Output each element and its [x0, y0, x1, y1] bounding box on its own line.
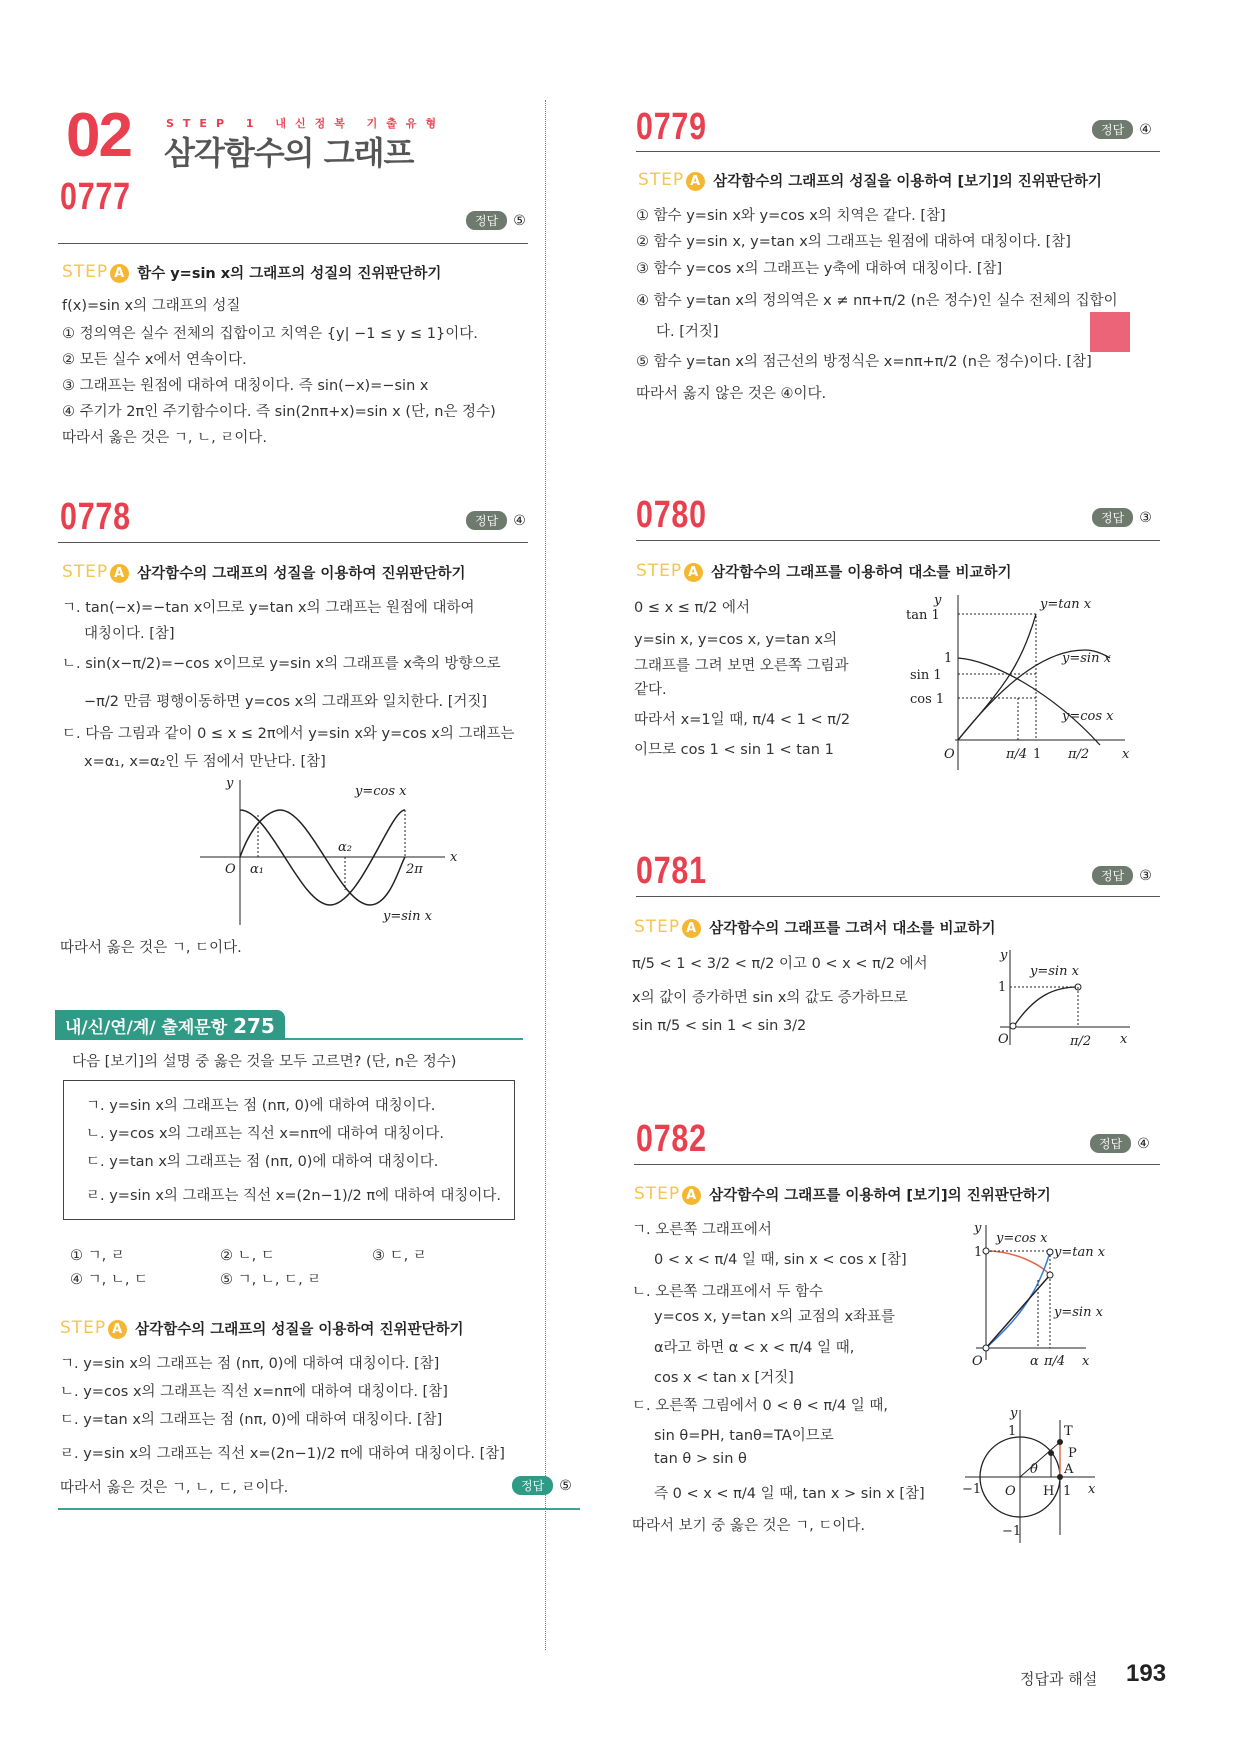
sin-curve-label: y=sin x — [1062, 651, 1111, 666]
sin-cos-graph — [200, 775, 460, 925]
text-line: 0 < x < π/4 일 때, sin x < cos x [참] — [654, 1252, 907, 1268]
origin-label: O — [998, 1032, 1009, 1047]
p-label: P — [1068, 1446, 1077, 1461]
alpha-label: α — [1030, 1354, 1039, 1369]
choice: ③ ㄷ, ㄹ — [372, 1248, 427, 1264]
text-line: 0 ≤ x ≤ π/2 에서 — [634, 600, 751, 616]
one-label: 1 — [998, 980, 1007, 995]
axis-label: y — [934, 593, 942, 608]
conclusion: 따라서 옳지 않은 것은 ④이다. — [636, 386, 827, 402]
bogi-item: ㄴ. y=cos x의 그래프는 직선 x=nπ에 대하여 대칭이다. — [86, 1126, 444, 1142]
step-heading — [62, 262, 441, 283]
a-label: A — [1064, 1462, 1074, 1477]
question-number: 0777 — [60, 176, 131, 218]
origin-label: O — [225, 862, 236, 877]
section-tab — [1090, 312, 1130, 352]
alpha2-label: α₂ — [338, 840, 352, 855]
tan-curve-label: y=tan x — [1040, 597, 1092, 612]
answer-label: 정답 — [1090, 1134, 1131, 1153]
text-line: ㄹ. y=sin x의 그래프는 직선 x=(2n−1)/2 π에 대하여 대칭이다. [참] — [60, 1446, 505, 1462]
tan1-label: tan 1 — [906, 608, 940, 623]
question-number: 0780 — [636, 494, 707, 536]
alpha1-label: α₁ — [250, 862, 264, 877]
cos-curve-label: y=cos x — [1062, 709, 1114, 724]
answer-badge — [466, 511, 526, 530]
linked-tab-number: 275 — [233, 1014, 275, 1038]
text-line: π/5 < 1 < 3/2 < π/2 이고 0 < x < π/2 에서 — [632, 956, 928, 972]
pi4-label: π/4 — [1006, 747, 1028, 762]
text-line: ㄷ. 다음 그림과 같이 0 ≤ x ≤ 2π에서 y=sin x와 y=cos x의 그래프는 — [62, 726, 515, 742]
text-line: ㄴ. y=cos x의 그래프는 직선 x=nπ에 대하여 대칭이다. [참] — [60, 1384, 448, 1400]
sin-graph — [990, 945, 1140, 1055]
cos-tan-graph — [966, 1220, 1136, 1370]
step-letter-icon: A — [110, 564, 129, 583]
axis-label: y — [1010, 1406, 1018, 1421]
text-line: α라고 하면 α < x < π/4 일 때, — [654, 1340, 855, 1356]
step-text: STEP — [634, 917, 681, 937]
text-line: 다. [거짓] — [656, 324, 719, 340]
step-text: STEP — [634, 1184, 681, 1204]
trig-comparison-graph — [900, 590, 1140, 780]
text-line: sin θ=PH, tanθ=TA이므로 — [654, 1428, 834, 1444]
step-letter-icon: A — [682, 1186, 701, 1205]
answer-value: ④ — [1139, 121, 1152, 138]
step-title: 삼각함수의 그래프를 이용하여 대소를 비교하기 — [711, 565, 1012, 581]
step-heading — [638, 170, 1102, 191]
bogi-item: ㄱ. y=sin x의 그래프는 점 (nπ, 0)에 대하여 대칭이다. — [86, 1098, 436, 1114]
step-text: STEP — [62, 262, 109, 282]
neg-one-x-label: −1 — [962, 1482, 982, 1497]
footer-label: 정답과 해설 — [1020, 1670, 1098, 1688]
answer-value: ④ — [1137, 1135, 1150, 1152]
x-one-label: 1 — [1063, 1484, 1072, 1499]
text-line: ① 함수 y=sin x와 y=cos x의 치역은 같다. [참] — [636, 208, 946, 224]
pi4-label: π/4 — [1044, 1354, 1066, 1369]
answer-value: ⑤ — [559, 1477, 572, 1494]
bogi-item: ㄹ. y=sin x의 그래프는 직선 x=(2n−1)/2 π에 대하여 대칭이다. — [86, 1188, 501, 1204]
answer-value: ③ — [1139, 867, 1152, 884]
step-letter-icon: A — [684, 563, 703, 582]
step-text: STEP — [62, 562, 109, 582]
text-line: ③ 그래프는 원점에 대하여 대칭이다. 즉 sin(−x)=−sin x — [62, 378, 429, 394]
answer-badge — [1092, 120, 1152, 139]
conclusion: 따라서 보기 중 옳은 것은 ㄱ, ㄷ이다. — [632, 1518, 865, 1534]
text-line: 따라서 x=1일 때, π/4 < 1 < π/2 — [634, 712, 851, 728]
text-line: ④ 주기가 2π인 주기함수이다. 즉 sin(2nπ+x)=sin x (단, n은 정수) — [62, 404, 496, 420]
text-line: ⑤ 함수 y=tan x의 점근선의 방정식은 x=nπ+π/2 (n은 정수)이다. [참] — [636, 354, 1092, 370]
origin-label: O — [972, 1354, 983, 1369]
answer-label: 정답 — [1092, 508, 1133, 527]
step-heading — [636, 561, 1012, 582]
choice: ① ㄱ, ㄹ — [70, 1248, 125, 1264]
answer-value: ⑤ — [513, 212, 526, 229]
step-heading — [634, 1184, 1051, 1205]
text-line: ㄴ. 오른쪽 그래프에서 두 함수 — [632, 1284, 824, 1300]
unit-circle-figure — [960, 1405, 1120, 1545]
answer-label: 정답 — [512, 1476, 553, 1495]
step-title: 삼각함수의 그래프의 성질을 이용하여 [보기]의 진위판단하기 — [713, 174, 1102, 190]
step-letter-icon: A — [108, 1320, 127, 1339]
origin-label: O — [1005, 1484, 1016, 1499]
step-heading — [60, 1318, 464, 1339]
text-line: ㄴ. sin(x−π/2)=−cos x이므로 y=sin x의 그래프를 x축의 방향으로 — [62, 656, 501, 672]
text-line: 따라서 옳은 것은 ㄱ, ㄴ, ㄹ이다. — [62, 430, 267, 446]
text-line: ㄱ. tan(−x)=−tan x이므로 y=tan x의 그래프는 원점에 대하여 — [62, 600, 475, 616]
axis-label: y — [974, 1221, 982, 1236]
question-number: 0782 — [636, 1118, 707, 1160]
text-line: 그래프를 그려 보면 오른쪽 그림과 — [634, 658, 849, 674]
step-letter-icon: A — [110, 264, 129, 283]
text-line: tan θ > sin θ — [654, 1451, 747, 1467]
text-line: ② 함수 y=sin x, y=tan x의 그래프는 원점에 대하여 대칭이다. [참] — [636, 234, 1071, 250]
question-number: 0778 — [60, 496, 131, 538]
sin-curve-label: y=sin x — [1054, 1305, 1103, 1320]
sin-curve-label: y=sin x — [383, 909, 432, 924]
answer-badge — [512, 1476, 572, 1495]
step-letter-icon: A — [682, 919, 701, 938]
answer-label: 정답 — [1092, 120, 1133, 139]
text-line: x=α₁, x=α₂인 두 점에서 만난다. [참] — [84, 754, 326, 770]
answer-label: 정답 — [466, 511, 507, 530]
pi2-label: π/2 — [1068, 747, 1090, 762]
text-line: ㄱ. y=sin x의 그래프는 점 (nπ, 0)에 대하여 대칭이다. [참] — [60, 1356, 440, 1372]
step-letter-icon: A — [686, 172, 705, 191]
axis-label: x — [1120, 1032, 1128, 1047]
choice: ④ ㄱ, ㄴ, ㄷ — [70, 1272, 149, 1288]
axis-label: x — [450, 850, 458, 865]
text-line: ㄷ. y=tan x의 그래프는 점 (nπ, 0)에 대하여 대칭이다. [참] — [60, 1412, 443, 1428]
pi2-label: π/2 — [1070, 1034, 1092, 1049]
step-title: 삼각함수의 그래프의 성질을 이용하여 진위판단하기 — [135, 1322, 464, 1338]
step-heading — [62, 562, 466, 583]
one-label: 1 — [944, 651, 953, 666]
text-line: 즉 0 < x < π/4 일 때, tan x > sin x [참] — [654, 1486, 925, 1502]
text-line: ① 정의역은 실수 전체의 집합이고 치역은 {y| −1 ≤ y ≤ 1}이다. — [62, 326, 478, 342]
text-line: y=cos x, y=tan x의 교점의 x좌표를 — [654, 1309, 896, 1325]
text-line: f(x)=sin x의 그래프의 성질 — [62, 298, 241, 314]
cos-curve-label: y=cos x — [996, 1231, 1048, 1246]
step-text: STEP — [636, 561, 683, 581]
answer-label: 정답 — [1092, 866, 1133, 885]
tan-curve-label: y=tan x — [1054, 1245, 1106, 1260]
choice: ② ㄴ, ㄷ — [220, 1248, 275, 1264]
text-line: cos x < tan x [거짓] — [654, 1370, 794, 1386]
sin1-label: sin 1 — [910, 668, 942, 683]
t-label: T — [1064, 1424, 1073, 1439]
linked-problem-header — [55, 1010, 523, 1040]
h-label: H — [1043, 1484, 1055, 1499]
answer-badge — [1092, 866, 1152, 885]
neg-one-label: −1 — [1002, 1524, 1022, 1539]
two-pi-label: 2π — [406, 862, 423, 877]
chapter-number: 02 — [66, 101, 131, 170]
text-line: 이므로 cos 1 < sin 1 < tan 1 — [634, 742, 834, 758]
cos1-label: cos 1 — [910, 692, 945, 707]
step-heading — [634, 917, 996, 938]
linked-question: 다음 [보기]의 설명 중 옳은 것을 모두 고르면? (단, n은 정수) — [72, 1054, 457, 1070]
text-line: ④ 함수 y=tan x의 정의역은 x ≠ nπ+π/2 (n은 정수)인 실수 전체의 집합이 — [636, 293, 1118, 309]
answer-badge — [466, 211, 526, 230]
axis-label: x — [1082, 1354, 1090, 1369]
question-number: 0779 — [636, 106, 707, 148]
text-line: x의 값이 증가하면 sin x의 값도 증가하므로 — [632, 990, 908, 1006]
linked-tab-label: 내/신/연/계/ 출제문항 — [65, 1018, 228, 1038]
answer-badge — [1090, 1134, 1150, 1153]
page-number: 193 — [1126, 1660, 1167, 1687]
answer-value: ③ — [1139, 509, 1152, 526]
sin-curve-label: y=sin x — [1030, 964, 1079, 979]
text-line: ㄷ. 오른쪽 그림에서 0 < θ < π/4 일 때, — [632, 1398, 889, 1414]
one-label: 1 — [1008, 1424, 1017, 1439]
text-line: 같다. — [634, 682, 667, 698]
text-line: 대칭이다. [참] — [84, 626, 175, 642]
cos-curve-label: y=cos x — [355, 784, 407, 799]
text-line: sin π/5 < sin 1 < sin 3/2 — [632, 1018, 807, 1034]
choice: ⑤ ㄱ, ㄴ, ㄷ, ㄹ — [220, 1272, 322, 1288]
question-number: 0781 — [636, 850, 707, 892]
text-line: y=sin x, y=cos x, y=tan x의 — [634, 632, 838, 648]
answer-badge — [1092, 508, 1152, 527]
text-line: ㄱ. 오른쪽 그래프에서 — [632, 1222, 772, 1238]
axis-label: x — [1122, 747, 1130, 762]
step-title: 함수 y=sin x의 그래프의 성질의 진위판단하기 — [137, 266, 442, 282]
answer-label: 정답 — [466, 211, 507, 230]
conclusion: 따라서 옳은 것은 ㄱ, ㄷ이다. — [60, 940, 242, 956]
conclusion: 따라서 옳은 것은 ㄱ, ㄴ, ㄷ, ㄹ이다. — [60, 1480, 289, 1496]
column-divider — [545, 100, 546, 1650]
step-title: 삼각함수의 그래프를 이용하여 [보기]의 진위판단하기 — [709, 1188, 1051, 1204]
chapter-title: 삼각함수의 그래프 — [164, 134, 414, 172]
step-title: 삼각함수의 그래프를 그려서 대소를 비교하기 — [709, 921, 996, 937]
text-line: ② 모든 실수 x에서 연속이다. — [62, 352, 247, 368]
bogi-item: ㄷ. y=tan x의 그래프는 점 (nπ, 0)에 대하여 대칭이다. — [86, 1154, 439, 1170]
text-line: ③ 함수 y=cos x의 그래프는 y축에 대하여 대칭이다. [참] — [636, 261, 1003, 277]
theta-label: θ — [1030, 1462, 1038, 1477]
answer-value: ④ — [513, 512, 526, 529]
step-title: 삼각함수의 그래프의 성질을 이용하여 진위판단하기 — [137, 566, 466, 582]
step-label: STEP 1 내신정복 기출유형 — [166, 117, 446, 130]
step-text: STEP — [60, 1318, 107, 1338]
one-label: 1 — [974, 1245, 983, 1260]
x-one-label: 1 — [1033, 747, 1042, 762]
axis-label: y — [226, 776, 234, 791]
axis-label: x — [1088, 1482, 1096, 1497]
origin-label: O — [944, 747, 955, 762]
text-line: −π/2 만큼 평행이동하면 y=cos x의 그래프와 일치한다. [거짓] — [84, 694, 488, 710]
axis-label: y — [1000, 948, 1008, 963]
step-text: STEP — [638, 170, 685, 190]
